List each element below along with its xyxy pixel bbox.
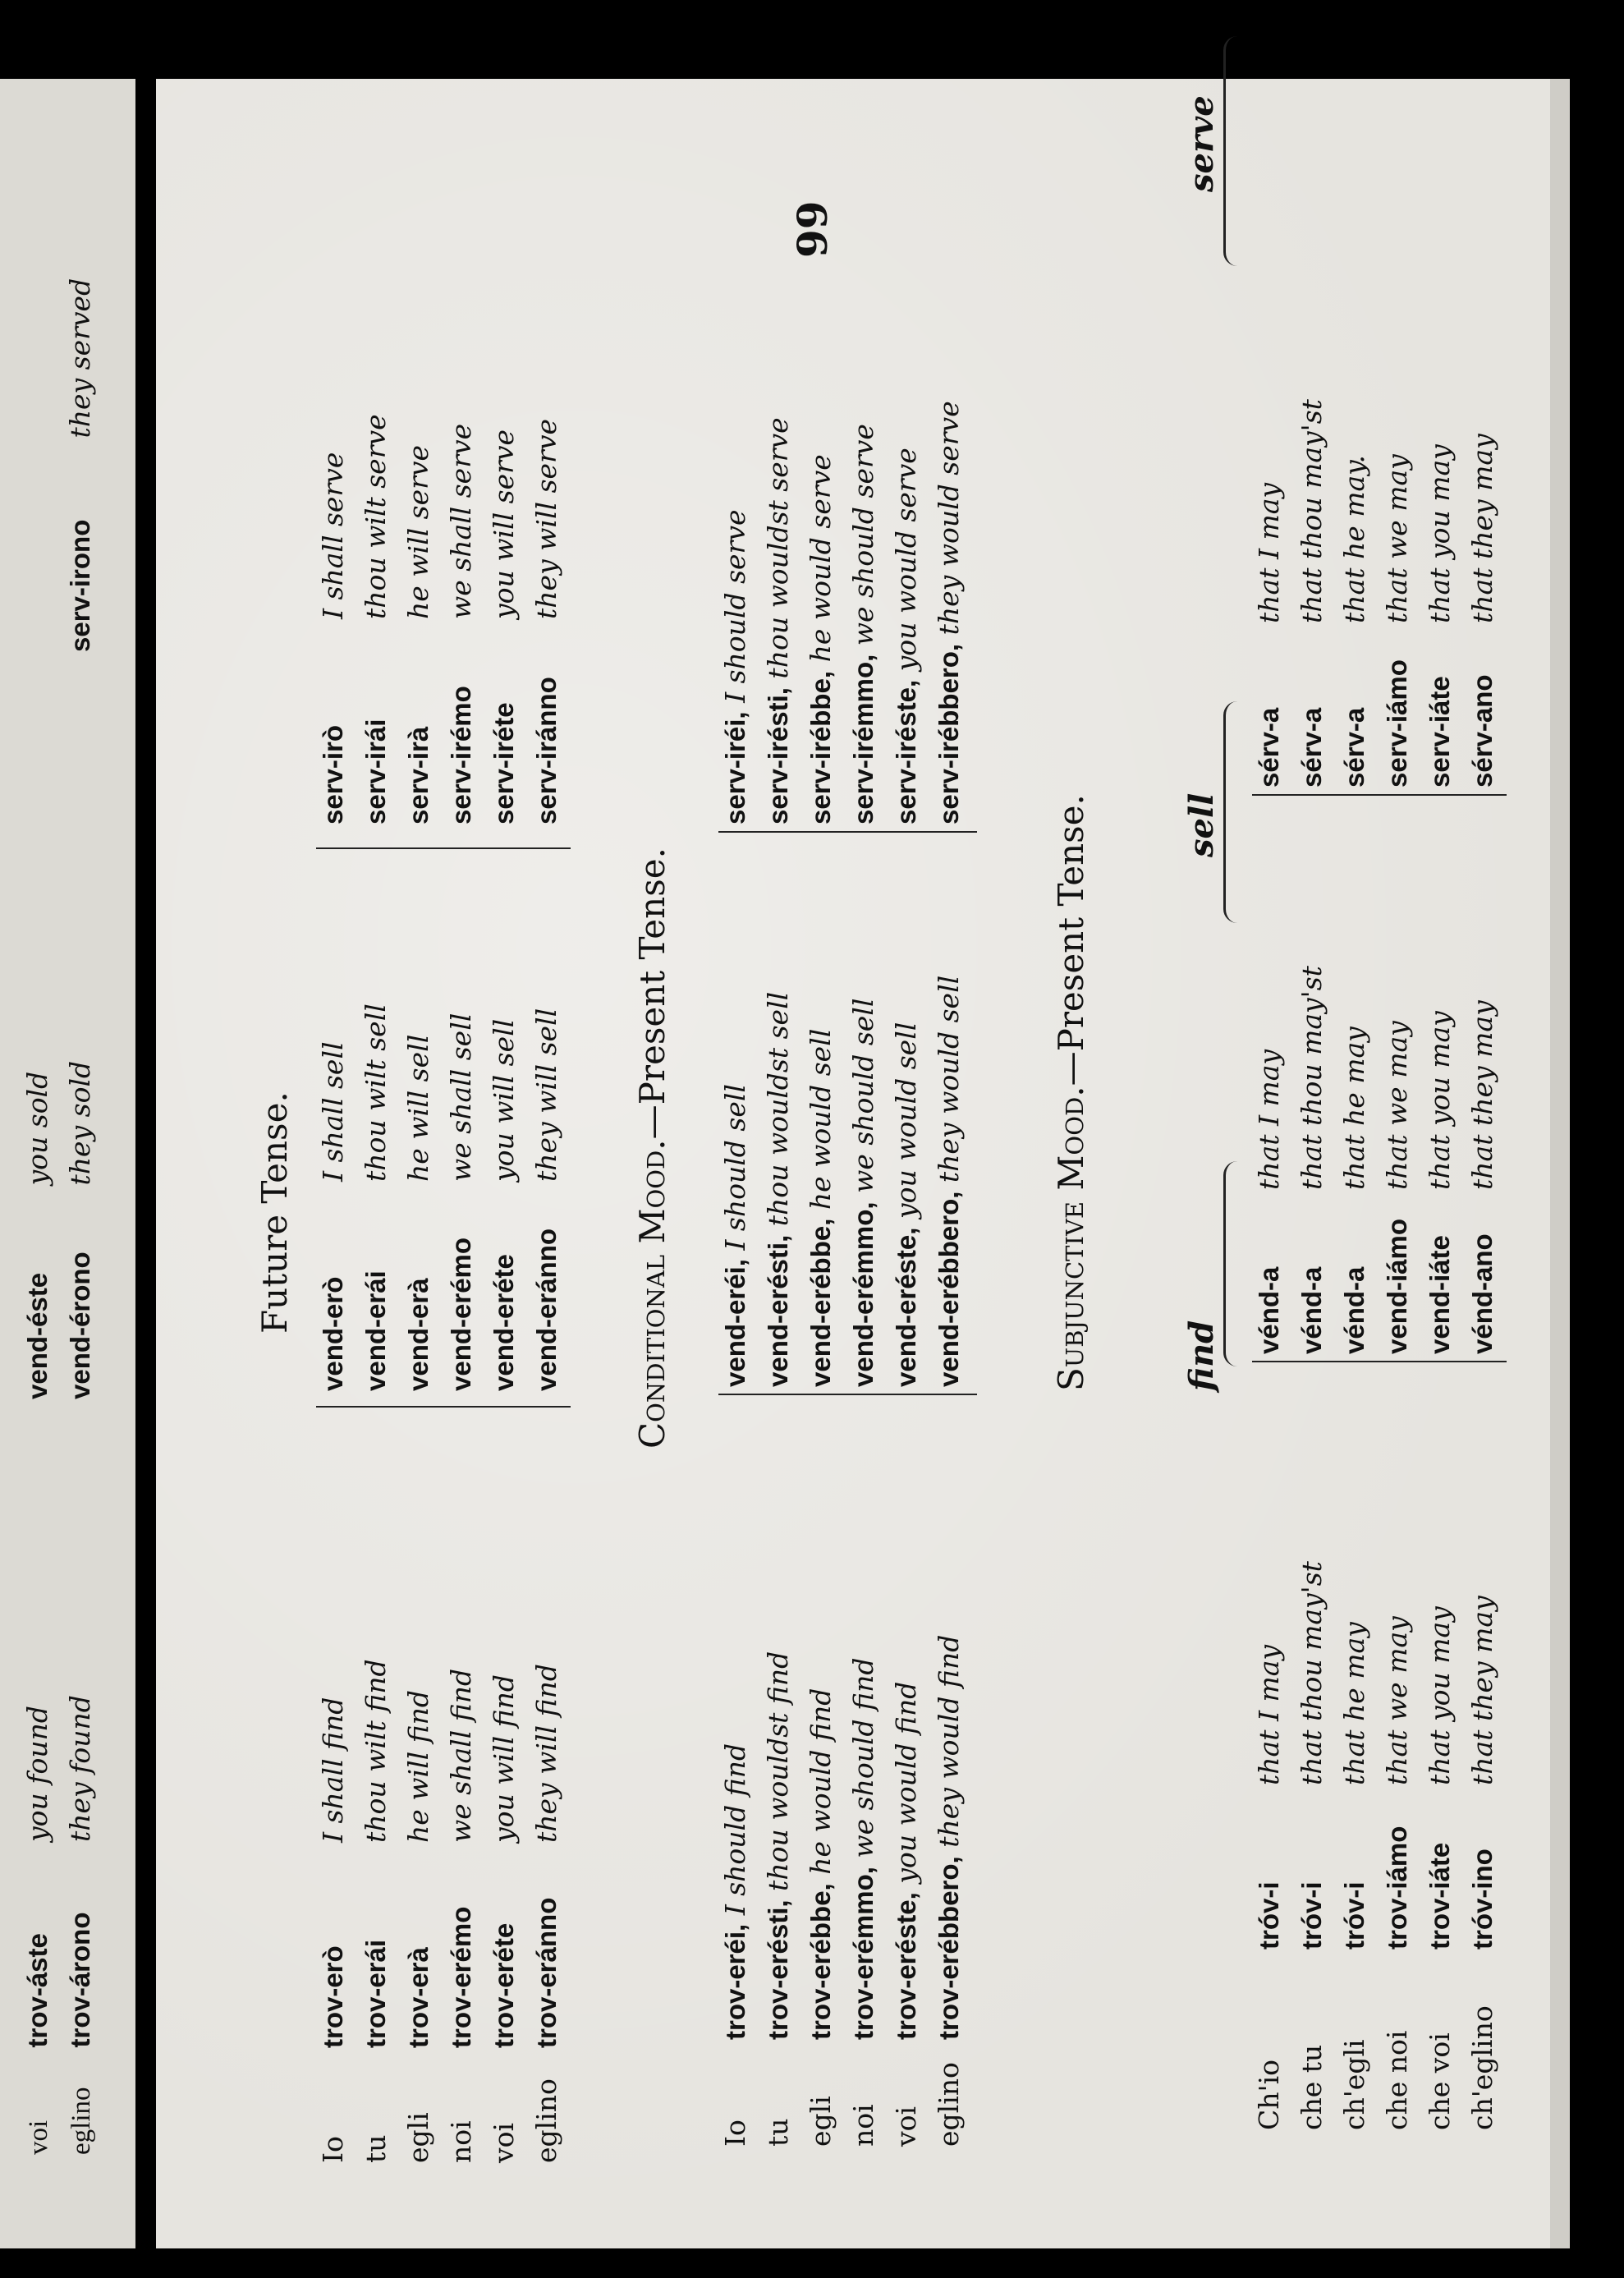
meaning: you will sell [488,1018,520,1182]
meaning: they sold [64,1060,96,1186]
meaning: that thou may'st [1296,399,1328,623]
meaning: we shall serve [445,423,477,619]
prev-row [59,1695,102,2155]
meaning: we should sell [847,998,879,1193]
verb: serv-irébbe, [805,670,836,824]
subjunctive-pronouns [1248,2005,1504,2130]
verb: serv-irésti, [763,687,793,824]
verb: trov-eréte [489,1922,519,2048]
pronoun: Ch'io [1253,2060,1285,2130]
verb: vénd-a [1254,1266,1284,1354]
future-pronouns [312,2078,568,2163]
verb: tróv-ino [1467,1849,1498,1950]
heading-rest: —Present Tense. [632,847,672,1140]
verb: serv-iréte [489,702,519,824]
verb: vend-erébbero, [934,1191,964,1387]
pronoun: voi [24,2120,53,2155]
meaning: that you may [1424,1606,1456,1785]
sell-brace [1223,701,1237,923]
meaning: you would find [890,1681,922,1884]
meaning: I should serve [719,509,751,703]
future-serve-col [312,414,568,824]
meaning: they will serve [530,419,562,619]
verb: vénd-ano [1467,1233,1498,1354]
column-divider [718,1394,977,1395]
verb: vend-erà [403,1278,434,1391]
verb: trov-áste [22,1933,53,2048]
verb: serv-irò [318,724,348,824]
meaning: that you may [1424,1011,1456,1190]
verb: serv-iréi, [720,711,750,824]
meaning: that he may. [1338,455,1370,623]
verb: vénd-a [1296,1266,1327,1354]
meaning: they would serve [933,401,965,636]
pronoun: tu [360,2134,392,2163]
verb: trov-eréste, [891,1892,921,2040]
pronoun: che noi [1381,2030,1413,2130]
verb: vend-eréte [489,1254,519,1391]
column-divider [718,831,977,833]
future-heading: Future Tense. [255,1091,295,1334]
conditional-pronouns [714,2062,970,2147]
verb: serv-irono [65,519,95,652]
verb: serv-iránno [531,677,562,824]
subjunctive-heading [1051,794,1091,1391]
meaning: thou wouldst find [762,1651,794,1891]
pronoun: tu [762,2118,794,2147]
meaning: that we may [1381,454,1413,623]
meaning: he would find [805,1688,837,1875]
verb: vend-érono [65,1252,95,1399]
meaning: they would sell [933,975,965,1183]
pronoun: egli [805,2096,837,2147]
verb: vend-eréste, [891,1227,921,1387]
verb: sérv-ano [1467,674,1498,788]
verb: trov-erébbero, [934,1856,964,2040]
meaning: that I may [1253,482,1285,623]
verb: trov-eréi, [720,1923,750,2040]
meaning: thou wilt find [360,1659,392,1843]
meaning: I shall find [317,1697,349,1843]
meaning: you found [21,1706,53,1842]
meaning: he will sell [402,1034,434,1182]
pronoun: voi [488,2122,520,2163]
meaning: thou wouldst serve [762,417,794,679]
meaning: I should sell [719,1084,751,1251]
prev-row [59,278,102,652]
prev-page-col-sell [16,1061,102,1399]
prev-row [59,1061,102,1399]
heading-smallcaps: Subjunctive Mood. [1051,1086,1091,1391]
meaning: we shall find [445,1668,477,1843]
serve-label: serve [1182,95,1221,192]
verb: trov-árono [65,1912,95,2048]
pronoun: ch'eglino [1466,2005,1498,2130]
meaning: he will find [402,1689,434,1843]
pronoun: eglino [67,2087,96,2155]
verb: vend-erésti, [763,1234,793,1387]
future-find-col [312,1659,568,2048]
column-divider [316,1406,571,1408]
meaning: you would serve [890,448,922,672]
meaning: that they may [1466,434,1498,623]
meaning: that he may [1338,1026,1370,1190]
verb: vénd-a [1339,1266,1369,1354]
meaning: I should find [719,1743,751,1916]
meaning: thou wilt serve [360,414,392,619]
meaning: you sold [21,1071,53,1186]
subjunctive-find-col [1248,1561,1504,1950]
verb: trov-erébbe, [805,1883,836,2040]
verb: serv-irà [403,726,434,824]
verb: tróv-i [1296,1881,1327,1950]
meaning: they found [64,1695,96,1842]
pronoun: Io [317,2136,349,2163]
pronoun: eglino [933,2062,965,2147]
verb: vend-erémmo, [848,1201,879,1387]
verb: trov-erémo [446,1906,476,2048]
verb: vend-éste [22,1272,53,1399]
verb: vend-erébbe, [805,1218,836,1387]
meaning: he would serve [805,454,837,663]
meaning: that he may [1338,1622,1370,1785]
verb: serv-irébbero, [934,643,964,824]
pronoun: che tu [1296,2044,1328,2130]
verb: sérv-a [1339,707,1369,788]
subjunctive-sell-col [1248,966,1504,1354]
verb: vend-eréi, [720,1259,750,1387]
verb: tróv-i [1339,1881,1369,1950]
column-divider [1252,1361,1507,1362]
verb: trov-erái [360,1939,391,2048]
verb: trov-erà [403,1947,434,2048]
column-divider [316,847,571,849]
verb: trov-erémmo, [848,1867,879,2040]
meaning: we should find [847,1657,879,1858]
heading-smallcaps: Conditional Mood. [632,1139,672,1449]
subjunctive-serve-col [1248,399,1504,788]
verb: serv-iréste, [891,679,921,824]
page-number: 99 [788,200,837,258]
meaning: I shall sell [317,1041,349,1182]
verb: vend-iámo [1382,1218,1412,1354]
prev-row [16,1695,59,2155]
verb: serv-irái [360,719,391,824]
column-divider [1252,794,1507,796]
meaning: they will find [530,1664,562,1843]
verb: serv-iáte [1424,676,1455,788]
verb: sérv-a [1296,707,1327,788]
meaning: that we may [1381,1616,1413,1785]
pronoun: noi [445,2120,477,2163]
pronoun: che voi [1424,2032,1456,2130]
pronoun: voi [890,2106,922,2147]
find-label: find [1182,1320,1221,1391]
pronoun: egli [402,2112,434,2163]
meaning: that I may [1253,1049,1285,1190]
verb: serv-iámo [1382,659,1412,788]
pronoun: noi [847,2104,879,2147]
future-sell-col [312,1004,568,1391]
verb: vend-erò [318,1276,348,1391]
prev-page-col-serve [59,278,102,652]
verb: trov-erésti, [763,1899,793,2040]
verb: trov-iáte [1424,1842,1455,1950]
meaning: they will sell [530,1008,562,1182]
verb: vend-erái [360,1270,391,1391]
pronoun: Io [719,2120,751,2147]
verb: vend-iáte [1424,1235,1455,1354]
sell-label: sell [1182,792,1221,857]
verb: serv-irémo [446,686,476,824]
meaning: we shall sell [445,1013,477,1182]
meaning: he will serve [402,444,434,619]
serve-brace [1223,36,1237,266]
verb: serv-irémmo, [848,654,879,824]
meaning: thou wilt sell [360,1004,392,1182]
meaning: I shall serve [317,452,349,619]
verb: vend-eránno [531,1228,562,1391]
meaning: you will find [488,1674,520,1843]
find-brace [1223,1161,1237,1366]
meaning: that I may [1253,1644,1285,1785]
meaning: they would find [933,1634,965,1848]
prev-page-col-find [16,1695,102,2155]
verb: tróv-i [1254,1881,1284,1950]
conditional-serve-col [714,401,970,824]
pronoun: eglino [530,2078,562,2163]
verb: trov-iámo [1382,1826,1412,1950]
meaning: we should serve [847,424,879,646]
meaning: you would sell [890,1022,922,1219]
verb: trov-eránno [531,1897,562,2048]
meaning: thou wouldst sell [762,991,794,1227]
verb: trov-erò [318,1945,348,2048]
conditional-sell-col [714,976,970,1387]
meaning: they served [64,278,96,439]
prev-row [16,1061,59,1399]
meaning: that they may [1466,1000,1498,1190]
conditional-heading [632,847,672,1449]
meaning: he would sell [805,1028,837,1210]
verb: sérv-a [1254,707,1284,788]
heading-rest: —Present Tense. [1051,794,1091,1086]
meaning: that we may [1381,1021,1413,1190]
meaning: that they may [1466,1596,1498,1785]
meaning: you will serve [488,429,520,619]
meaning: that thou may'st [1296,966,1328,1190]
conditional-find-col [714,1635,970,2040]
pronoun: ch'egli [1338,2039,1370,2130]
meaning: that you may [1424,444,1456,623]
verb: vend-erémo [446,1237,476,1391]
meaning: that thou may'st [1296,1561,1328,1785]
